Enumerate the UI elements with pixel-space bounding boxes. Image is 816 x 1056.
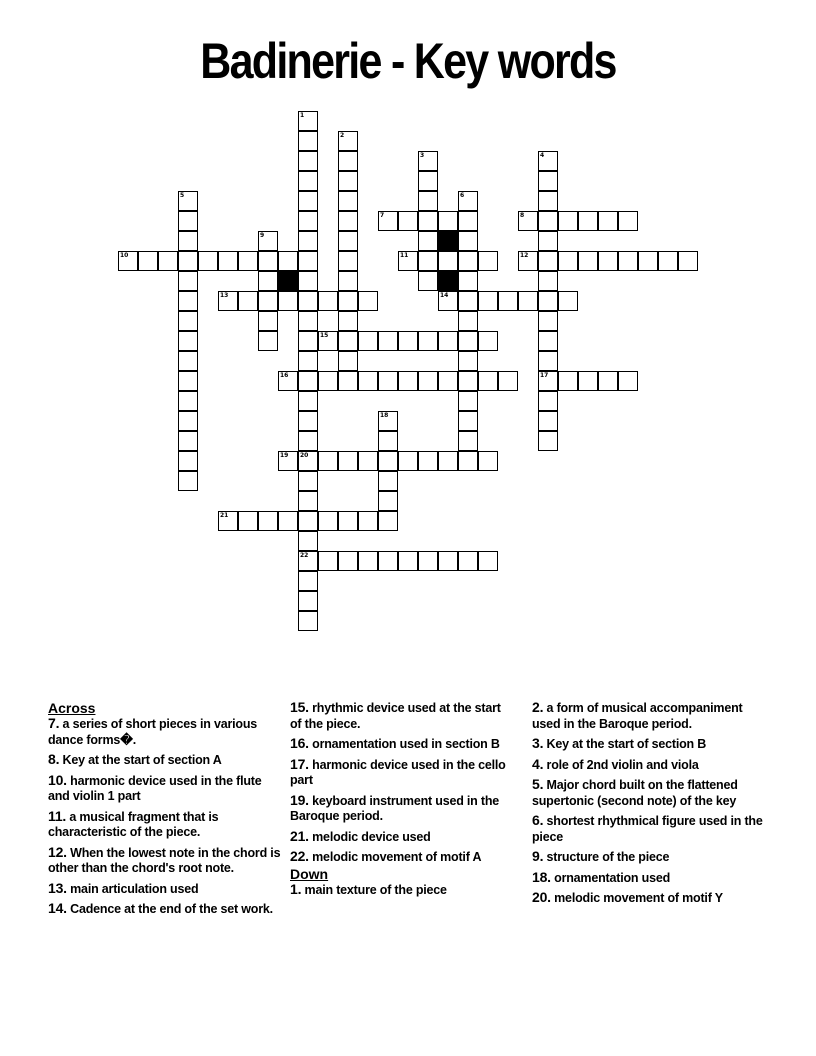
- crossword-cell[interactable]: [518, 251, 538, 271]
- crossword-cell[interactable]: [218, 291, 238, 311]
- crossword-cell[interactable]: [458, 191, 478, 211]
- crossword-cell[interactable]: [178, 431, 198, 451]
- crossword-cell[interactable]: [478, 371, 498, 391]
- clue-across-13: [48, 881, 284, 898]
- crossword-cell[interactable]: [258, 231, 278, 251]
- crossword-cell[interactable]: [338, 291, 358, 311]
- crossword-cell[interactable]: [558, 371, 578, 391]
- crossword-cell[interactable]: [338, 331, 358, 351]
- crossword-cell[interactable]: [458, 451, 478, 471]
- crossword-cell[interactable]: [258, 271, 278, 291]
- crossword-cell[interactable]: [598, 251, 618, 271]
- crossword-cell[interactable]: [258, 511, 278, 531]
- clue-across-12: [48, 845, 284, 877]
- crossword-cell[interactable]: [178, 251, 198, 271]
- cell-number: 10: [120, 252, 129, 259]
- crossword-cell[interactable]: [298, 531, 318, 551]
- clue-number: 18.: [532, 868, 551, 885]
- crossword-cell[interactable]: [538, 151, 558, 171]
- crossword-cell[interactable]: [478, 251, 498, 271]
- clue-text: Key at the start of section A: [59, 753, 222, 767]
- crossword-cell[interactable]: [378, 211, 398, 231]
- crossword-cell[interactable]: [298, 571, 318, 591]
- clue-down-9: [532, 849, 772, 866]
- crossword-cell[interactable]: [338, 511, 358, 531]
- crossword-cell[interactable]: [418, 551, 438, 571]
- crossword-cell[interactable]: [238, 291, 258, 311]
- clue-number: 6.: [532, 812, 544, 828]
- cell-number: 19: [280, 452, 289, 459]
- crossword-cell[interactable]: [618, 371, 638, 391]
- crossword-cell[interactable]: [338, 151, 358, 171]
- clue-across-11: [48, 809, 284, 841]
- crossword-cell[interactable]: [358, 511, 378, 531]
- crossword-cell[interactable]: [458, 371, 478, 391]
- cell-number: 7: [380, 212, 385, 219]
- clue-across-8: [48, 752, 284, 769]
- crossword-cell[interactable]: [318, 291, 338, 311]
- clue-text: a musical fragment that is characteristic of the piece.: [48, 809, 219, 839]
- clue-text: keyboard instrument used in the Baroque period.: [290, 793, 500, 823]
- clue-across-22: [290, 849, 514, 866]
- crossword-cell[interactable]: [478, 551, 498, 571]
- clue-across-7: [48, 716, 284, 748]
- crossword-cell[interactable]: [418, 371, 438, 391]
- across-heading: Across: [48, 700, 96, 716]
- clue-number: 8.: [48, 751, 60, 767]
- clue-number: 7.: [48, 715, 60, 731]
- crossword-cell[interactable]: [398, 551, 418, 571]
- crossword-cell[interactable]: [418, 451, 438, 471]
- crossword-cell[interactable]: [298, 411, 318, 431]
- cell-number: 12: [520, 252, 529, 259]
- cell-number: 6: [460, 192, 465, 199]
- crossword-cell[interactable]: [338, 371, 358, 391]
- clue-number: 20.: [532, 889, 551, 905]
- crossword-cell[interactable]: [258, 311, 278, 331]
- crossword-cell[interactable]: [458, 251, 478, 271]
- clue-text: a series of short pieces in various dance forms�.: [48, 717, 258, 747]
- crossword-cell[interactable]: [558, 211, 578, 231]
- clue-text: shortest rhythmical figure used in the piece: [532, 814, 763, 844]
- clue-across-19: [290, 793, 514, 825]
- clue-across-21: [290, 829, 514, 846]
- crossword-cell[interactable]: [418, 171, 438, 191]
- clue-text: main articulation used: [66, 881, 199, 896]
- crossword-cell[interactable]: [538, 351, 558, 371]
- crossword-cell[interactable]: [458, 411, 478, 431]
- cell-number: 22: [300, 552, 309, 559]
- crossword-cell[interactable]: [538, 431, 558, 451]
- crossword-cell[interactable]: [338, 191, 358, 211]
- cell-number: 9: [260, 232, 265, 239]
- clue-number: 1.: [290, 880, 302, 897]
- crossword-cell[interactable]: [398, 211, 418, 231]
- crossword-cell[interactable]: [578, 371, 598, 391]
- puzzle-title: Badinerie - Key words: [200, 33, 616, 89]
- clue-across-16: [290, 736, 514, 753]
- crossword-cell[interactable]: [378, 431, 398, 451]
- crossword-cell[interactable]: [258, 291, 278, 311]
- clue-number: 19.: [290, 791, 309, 808]
- crossword-cell[interactable]: [438, 211, 458, 231]
- crossword-cell[interactable]: [618, 211, 638, 231]
- crossword-cell[interactable]: [298, 331, 318, 351]
- clue-across-14: [48, 901, 284, 918]
- clue-number: 16.: [290, 735, 309, 751]
- black-square: [278, 271, 298, 291]
- clue-text: Cadence at the end of the set work.: [66, 902, 273, 916]
- black-square: [438, 231, 458, 251]
- crossword-cell[interactable]: [398, 251, 418, 271]
- crossword-cell[interactable]: [458, 351, 478, 371]
- crossword-cell[interactable]: [158, 251, 178, 271]
- cell-number: 14: [440, 292, 449, 299]
- cell-number: 5: [180, 192, 185, 199]
- crossword-cell[interactable]: [298, 611, 318, 631]
- crossword-cell[interactable]: [278, 451, 298, 471]
- crossword-cell[interactable]: [178, 331, 198, 351]
- crossword-cell[interactable]: [178, 411, 198, 431]
- crossword-cell[interactable]: [538, 291, 558, 311]
- crossword-cell[interactable]: [338, 451, 358, 471]
- clue-number: 14.: [48, 900, 67, 916]
- crossword-cell[interactable]: [398, 331, 418, 351]
- crossword-cell[interactable]: [298, 471, 318, 491]
- crossword-cell[interactable]: [418, 271, 438, 291]
- cell-number: 16: [280, 372, 289, 379]
- clue-text: role of 2nd violin and viola: [543, 757, 699, 772]
- crossword-cell[interactable]: [558, 251, 578, 271]
- crossword-cell[interactable]: [458, 431, 478, 451]
- clue-number: 4.: [532, 755, 544, 772]
- crossword-cell[interactable]: [458, 391, 478, 411]
- cell-number: 4: [540, 152, 545, 159]
- crossword-cell[interactable]: [298, 451, 318, 471]
- crossword-cell[interactable]: [378, 411, 398, 431]
- crossword-cell[interactable]: [458, 311, 478, 331]
- crossword-cell[interactable]: [298, 271, 318, 291]
- cell-number: 11: [400, 252, 409, 259]
- clue-number: 11.: [48, 807, 67, 824]
- crossword-cell[interactable]: [498, 291, 518, 311]
- crossword-cell[interactable]: [378, 511, 398, 531]
- crossword-cell[interactable]: [538, 411, 558, 431]
- clue-number: 10.: [48, 771, 67, 788]
- crossword-cell[interactable]: [218, 511, 238, 531]
- crossword-cell[interactable]: [178, 351, 198, 371]
- clue-down-6: [532, 813, 772, 845]
- crossword-cell[interactable]: [238, 251, 258, 271]
- crossword-cell[interactable]: [538, 251, 558, 271]
- crossword-cell[interactable]: [298, 431, 318, 451]
- crossword-cell[interactable]: [418, 151, 438, 171]
- clue-text: melodic device used: [308, 829, 431, 844]
- clue-number: 12.: [48, 843, 67, 860]
- crossword-cell[interactable]: [538, 231, 558, 251]
- cell-number: 1: [300, 112, 305, 119]
- clue-down-2: [532, 700, 772, 732]
- crossword-cell[interactable]: [438, 551, 458, 571]
- crossword-cell[interactable]: [538, 391, 558, 411]
- crossword-cell[interactable]: [398, 371, 418, 391]
- crossword-cell[interactable]: [178, 451, 198, 471]
- crossword-cell[interactable]: [338, 131, 358, 151]
- crossword-cell[interactable]: [438, 291, 458, 311]
- clue-down-1: [290, 882, 514, 899]
- crossword-cell[interactable]: [498, 371, 518, 391]
- crossword-cell[interactable]: [318, 331, 338, 351]
- crossword-cell[interactable]: [438, 251, 458, 271]
- crossword-cell[interactable]: [278, 251, 298, 271]
- clue-text: harmonic device used in the flute and violin 1 part: [48, 773, 262, 803]
- crossword-cell[interactable]: [298, 151, 318, 171]
- crossword-cell[interactable]: [538, 331, 558, 351]
- crossword-cell[interactable]: [178, 211, 198, 231]
- clue-text: structure of the piece: [543, 850, 670, 864]
- crossword-cell[interactable]: [298, 251, 318, 271]
- clue-down-20: [532, 890, 772, 907]
- crossword-cell[interactable]: [298, 131, 318, 151]
- clue-across-15: [290, 700, 514, 732]
- crossword-cell[interactable]: [438, 331, 458, 351]
- crossword-cell[interactable]: [298, 211, 318, 231]
- crossword-cell[interactable]: [318, 451, 338, 471]
- crossword-cell[interactable]: [278, 511, 298, 531]
- crossword-cell[interactable]: [378, 331, 398, 351]
- crossword-cell[interactable]: [438, 451, 458, 471]
- crossword-cell[interactable]: [178, 191, 198, 211]
- crossword-cell[interactable]: [298, 491, 318, 511]
- clue-number: 2.: [532, 699, 544, 715]
- crossword-cell[interactable]: [598, 211, 618, 231]
- clue-number: 17.: [290, 755, 309, 772]
- down-heading: Down: [290, 865, 329, 882]
- crossword-cell[interactable]: [298, 191, 318, 211]
- crossword-cell[interactable]: [578, 211, 598, 231]
- crossword-cell[interactable]: [318, 371, 338, 391]
- clue-text: Key at the start of section B: [543, 737, 707, 751]
- clue-number: 22.: [290, 848, 309, 864]
- cell-number: 20: [300, 452, 309, 459]
- clue-text: ornamentation used in section B: [308, 737, 500, 751]
- crossword-cell[interactable]: [298, 391, 318, 411]
- crossword-cell[interactable]: [658, 251, 678, 271]
- clue-down-5: [532, 777, 772, 809]
- crossword-cell[interactable]: [378, 451, 398, 471]
- cell-number: 3: [420, 152, 425, 159]
- crossword-cell[interactable]: [358, 371, 378, 391]
- cell-number: 17: [540, 372, 549, 379]
- cell-number: 15: [320, 332, 329, 339]
- crossword-cell[interactable]: [298, 311, 318, 331]
- crossword-cell[interactable]: [478, 451, 498, 471]
- crossword-cell[interactable]: [258, 331, 278, 351]
- crossword-cell[interactable]: [438, 371, 458, 391]
- crossword-cell[interactable]: [478, 291, 498, 311]
- crossword-cell[interactable]: [138, 251, 158, 271]
- clue-column-2: [290, 700, 514, 902]
- crossword-cell[interactable]: [198, 251, 218, 271]
- crossword-cell[interactable]: [318, 551, 338, 571]
- crossword-cell[interactable]: [458, 231, 478, 251]
- clue-text: When the lowest note in the chord is other than the chord's root note.: [48, 845, 281, 875]
- crossword-cell[interactable]: [418, 331, 438, 351]
- crossword-cell[interactable]: [618, 251, 638, 271]
- crossword-cell[interactable]: [338, 251, 358, 271]
- clue-column-3: [532, 700, 772, 911]
- crossword-cell[interactable]: [378, 551, 398, 571]
- crossword-cell[interactable]: [358, 551, 378, 571]
- clue-number: 5.: [532, 776, 544, 792]
- crossword-cell[interactable]: [458, 211, 478, 231]
- crossword-cell[interactable]: [478, 331, 498, 351]
- crossword-cell[interactable]: [178, 371, 198, 391]
- crossword-cell[interactable]: [418, 231, 438, 251]
- crossword-cell[interactable]: [338, 311, 358, 331]
- crossword-cell[interactable]: [678, 251, 698, 271]
- crossword-cell[interactable]: [358, 331, 378, 351]
- crossword-cell[interactable]: [398, 451, 418, 471]
- crossword-cell[interactable]: [298, 171, 318, 191]
- cell-number: 18: [380, 412, 389, 419]
- crossword-cell[interactable]: [298, 111, 318, 131]
- clue-text: ornamentation used: [550, 870, 671, 885]
- crossword-cell[interactable]: [638, 251, 658, 271]
- cell-number: 8: [520, 212, 525, 219]
- crossword-cell[interactable]: [298, 351, 318, 371]
- clue-number: 13.: [48, 879, 67, 896]
- crossword-cell[interactable]: [338, 231, 358, 251]
- crossword-cell[interactable]: [418, 251, 438, 271]
- crossword-cell[interactable]: [178, 291, 198, 311]
- crossword-cell[interactable]: [458, 331, 478, 351]
- crossword-cell[interactable]: [598, 371, 618, 391]
- crossword-cell[interactable]: [538, 271, 558, 291]
- clue-number: 21.: [290, 827, 309, 844]
- crossword-cell[interactable]: [338, 271, 358, 291]
- clue-number: 9.: [532, 848, 544, 864]
- crossword-cell[interactable]: [178, 231, 198, 251]
- crossword-cell[interactable]: [178, 391, 198, 411]
- clue-text: a form of musical accompaniment used in the Baroque period.: [532, 701, 743, 731]
- crossword-cell[interactable]: [178, 271, 198, 291]
- crossword-cell[interactable]: [358, 451, 378, 471]
- clue-text: harmonic device used in the cello part: [290, 757, 506, 787]
- crossword-cell[interactable]: [458, 271, 478, 291]
- clue-number: 3.: [532, 735, 544, 751]
- crossword-cell[interactable]: [378, 491, 398, 511]
- crossword-cell[interactable]: [298, 551, 318, 571]
- crossword-cell[interactable]: [178, 471, 198, 491]
- cell-number: 13: [220, 292, 229, 299]
- crossword-cell[interactable]: [578, 251, 598, 271]
- clue-text: Major chord built on the flattened supertonic (second note) of the key: [532, 778, 738, 808]
- crossword-cell[interactable]: [218, 251, 238, 271]
- crossword-cell[interactable]: [378, 371, 398, 391]
- clue-down-3: [532, 736, 772, 753]
- crossword-cell[interactable]: [558, 291, 578, 311]
- crossword-cell[interactable]: [538, 171, 558, 191]
- crossword-cell[interactable]: [298, 291, 318, 311]
- cell-number: 21: [220, 512, 229, 519]
- clue-down-18: [532, 870, 772, 887]
- crossword-cell[interactable]: [278, 371, 298, 391]
- crossword-cell[interactable]: [458, 551, 478, 571]
- clue-across-17: [290, 757, 514, 789]
- crossword-cell[interactable]: [518, 211, 538, 231]
- clue-text: main texture of the piece: [301, 882, 447, 897]
- crossword-cell[interactable]: [338, 211, 358, 231]
- crossword-cell[interactable]: [298, 511, 318, 531]
- crossword-cell[interactable]: [538, 191, 558, 211]
- crossword-cell[interactable]: [298, 591, 318, 611]
- crossword-cell[interactable]: [538, 311, 558, 331]
- crossword-cell[interactable]: [418, 211, 438, 231]
- clue-down-4: [532, 757, 772, 774]
- crossword-cell[interactable]: [358, 291, 378, 311]
- clue-number: 15.: [290, 699, 309, 715]
- black-square: [438, 271, 458, 291]
- clue-column-1: [48, 700, 284, 922]
- crossword-cell[interactable]: [118, 251, 138, 271]
- crossword-cell[interactable]: [338, 551, 358, 571]
- crossword-cell[interactable]: [318, 511, 338, 531]
- crossword-cell[interactable]: [298, 231, 318, 251]
- crossword-cell[interactable]: [338, 171, 358, 191]
- crossword-cell[interactable]: [538, 211, 558, 231]
- crossword-cell[interactable]: [238, 511, 258, 531]
- crossword-cell[interactable]: [458, 291, 478, 311]
- crossword-cell[interactable]: [258, 251, 278, 271]
- clue-text: melodic movement of motif Y: [550, 891, 723, 905]
- crossword-cell[interactable]: [538, 371, 558, 391]
- crossword-cell[interactable]: [298, 371, 318, 391]
- crossword-cell[interactable]: [518, 291, 538, 311]
- crossword-cell[interactable]: [278, 291, 298, 311]
- clue-text: rhythmic device used at the start of the piece.: [290, 701, 501, 731]
- crossword-cell[interactable]: [338, 351, 358, 371]
- clue-across-10: [48, 773, 284, 805]
- cell-number: 2: [340, 132, 345, 139]
- crossword-cell[interactable]: [178, 311, 198, 331]
- clue-text: melodic movement of motif A: [308, 850, 482, 864]
- crossword-cell[interactable]: [378, 471, 398, 491]
- crossword-cell[interactable]: [418, 191, 438, 211]
